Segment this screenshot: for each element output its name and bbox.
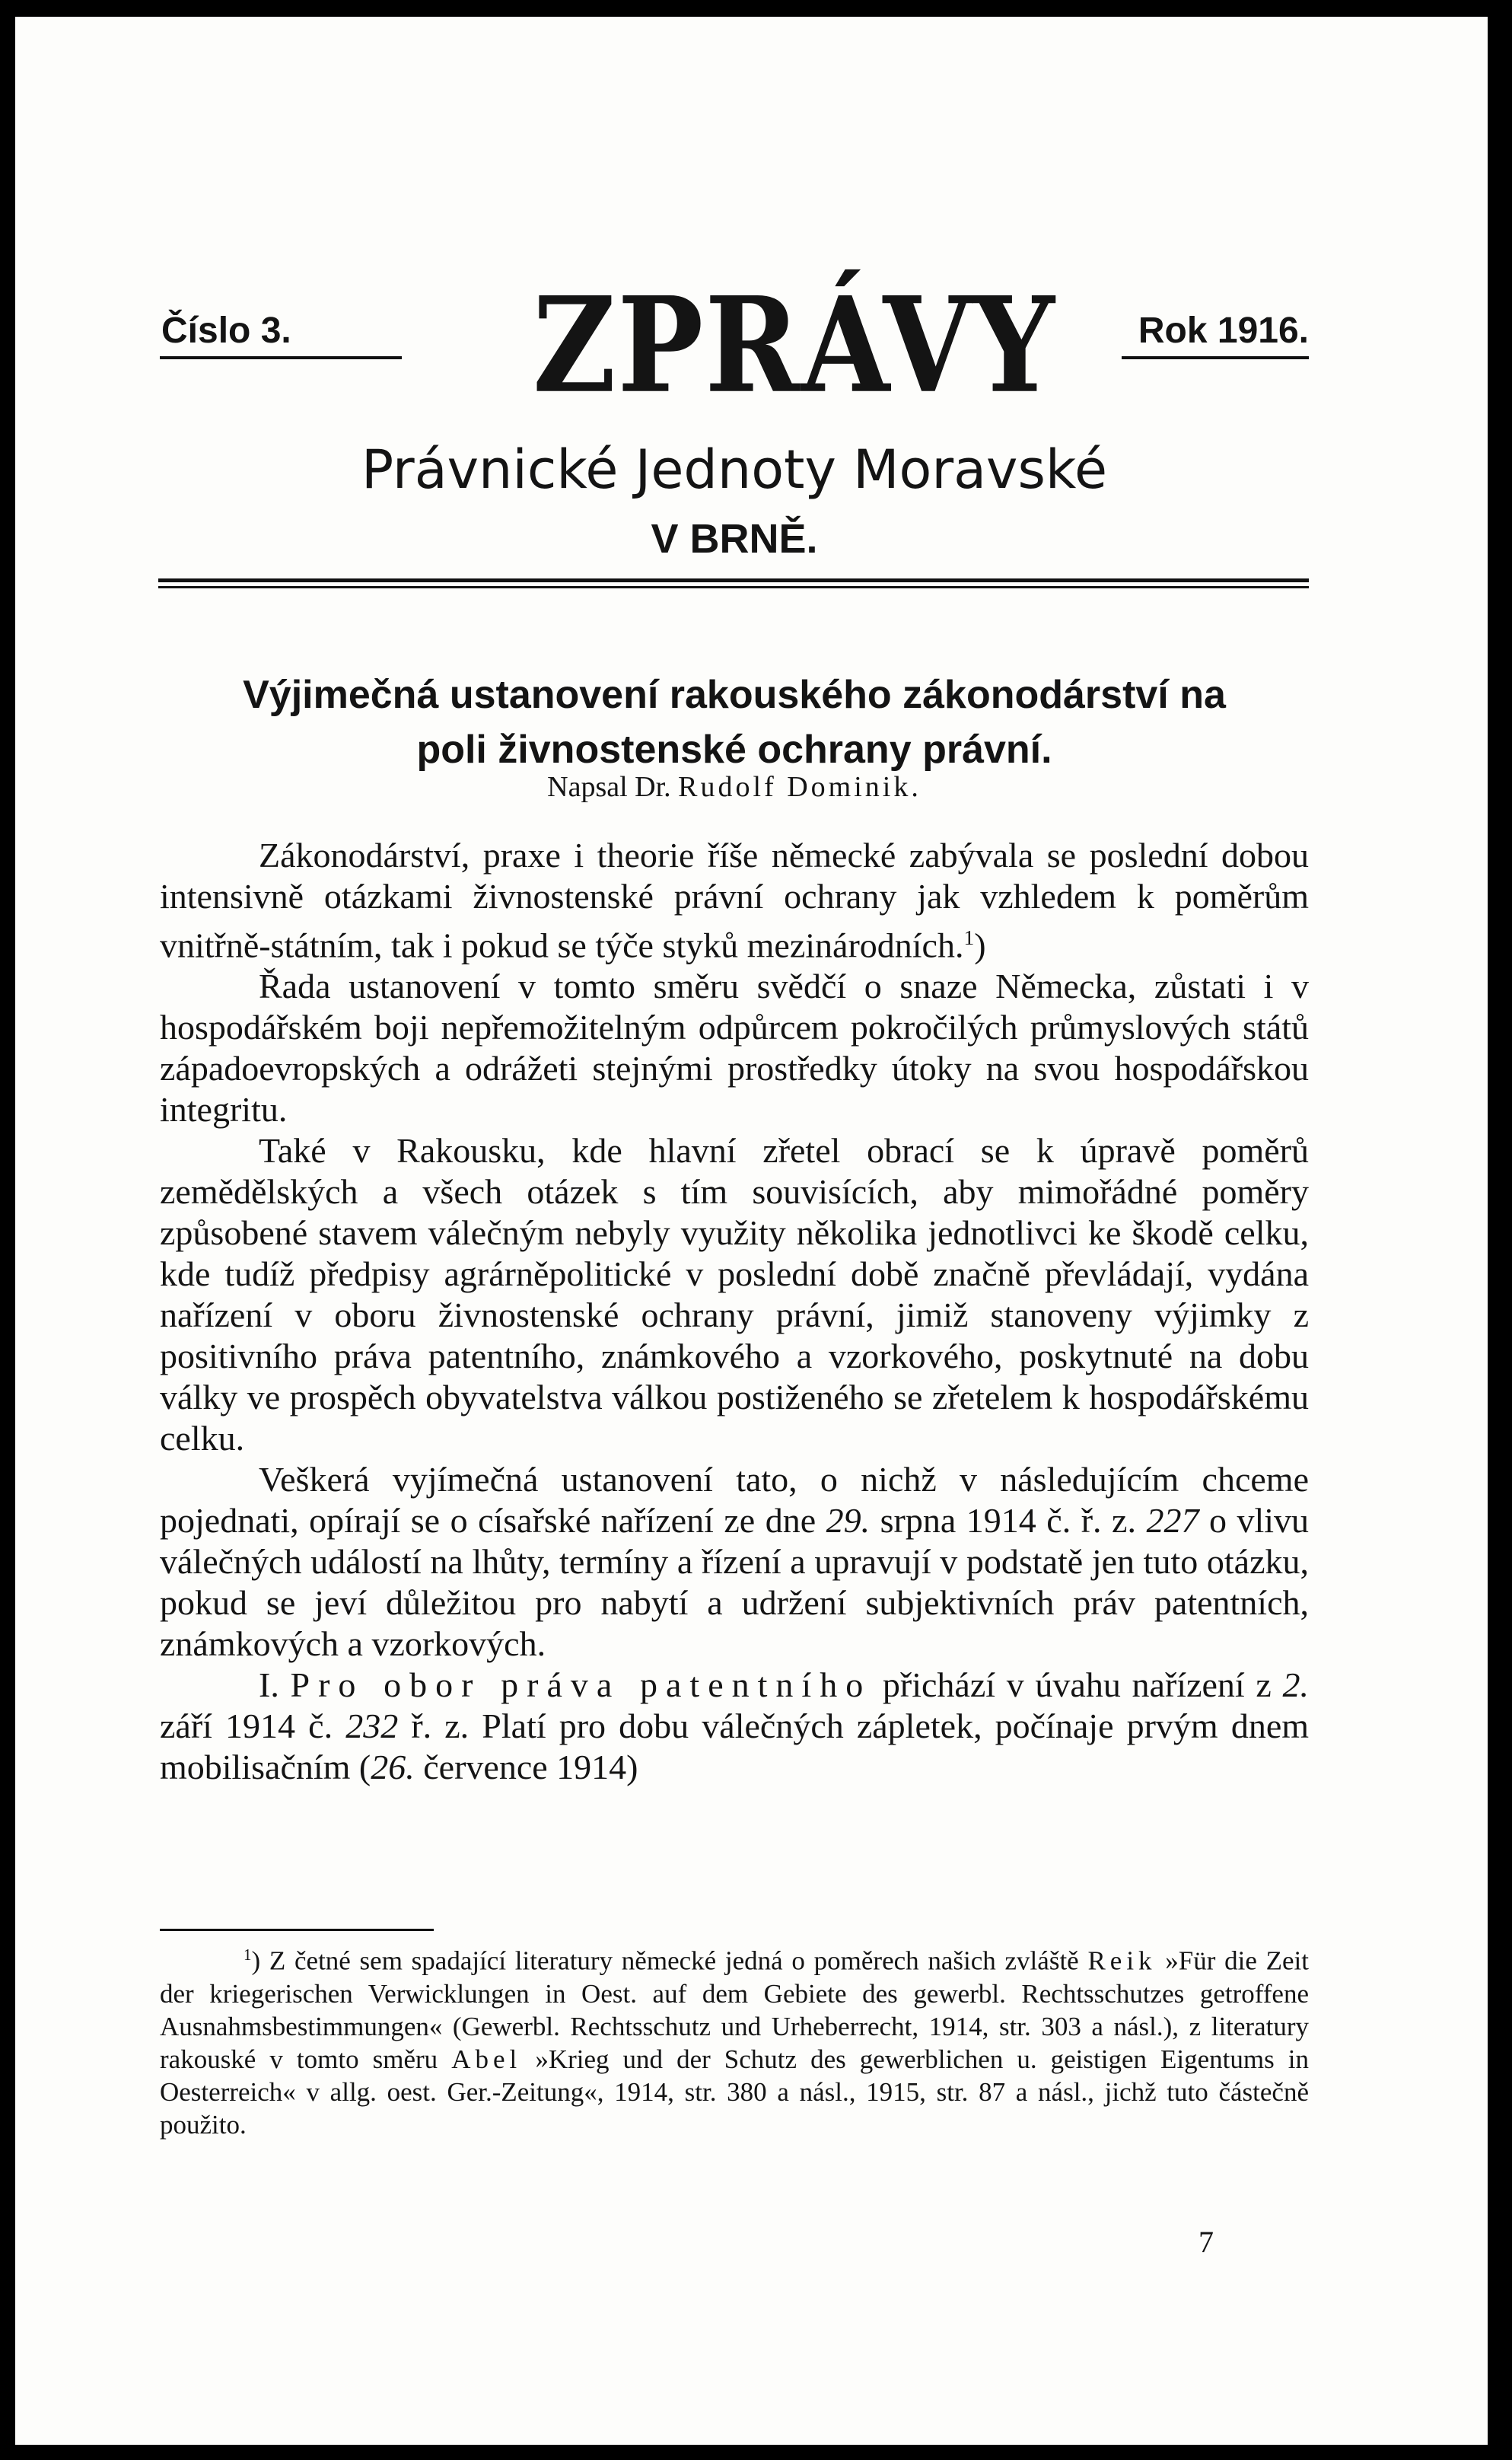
paragraph-5-number: 232 — [345, 1706, 399, 1746]
article-title-line1: Výjimečná ustanovení rakouského zákonodárství na — [243, 673, 1226, 717]
paragraph-5-part: září 1914 č. — [160, 1706, 333, 1746]
footnote-author: Abel — [451, 2044, 522, 2074]
footnote-ref-close: ) — [974, 926, 986, 965]
issue-year: Rok 1916. — [1122, 310, 1309, 359]
section-heading: Pro obor práva patentního — [290, 1665, 872, 1705]
footnote-mark: 1 — [244, 1945, 252, 1964]
journal-city: V BRNĚ. — [651, 516, 818, 562]
page — [15, 17, 1488, 2445]
issue-number: Číslo 3. — [160, 310, 402, 359]
paragraph-4-date: 29. — [826, 1501, 871, 1541]
paragraph-4 — [160, 1459, 1309, 1665]
article-body — [160, 835, 1309, 1788]
footnote-rule — [160, 1929, 434, 1931]
page-number: 7 — [1198, 2225, 1214, 2259]
paragraph-1-text: Zákonodárství, praxe i theorie říše německé zabývala se poslední dobou intensivně otázkami živnostenské právní ochrany jak vzhledem k poměrům vnitřně-státním, tak i pokud se týče styků mezinárodních. — [160, 836, 1309, 965]
paragraph-4-part: o vlivu válečných událostí na lhůty, termíny a řízení a upravují v podstatě jen tuto otázku, pokud se jeví důležitou pro nabytí a udržení subjektivních práv patentních, známkových a vzorkových. — [160, 1501, 1310, 1664]
paragraph-5-part: přichází v úvahu nařízení z — [882, 1665, 1272, 1705]
header-rule-bottom — [158, 586, 1309, 588]
paragraph-4-number: 227 — [1146, 1501, 1199, 1541]
paragraph-3: Také v Rakousku, kde hlavní zřetel obrací se k úpravě poměrů zemědělských a všech otázek s tím souvisících, aby mimořádné poměry způsobené stavem válečným nebyly využity několika jednotlivci ke škodě celku, kde tudíž předpisy agrárněpolitické v poslední době značně převládají, vydána nařízení v oboru živnostenské ochrany právní, jimiž stanoveny výjimky z positivního práva patentního, známkového a vzorkového, poskytnuté na dobu války ve prospěch obyvatelstva válkou postiženého se zřetelem k hospodářskému celku. — [160, 1131, 1309, 1458]
footnote-part: »Für die Zeit der kriegerischen Verwicklungen in Oest. auf dem Gebiete des gewerbl. Rechtsschutzes getroffene Ausnahmsbestimmungen« (Gewerbl. Rechtsschutz und Urheberrecht, 1914, str. 303 a násl.), z literatury rakouské v tomto směru — [160, 1945, 1309, 2074]
journal-subtitle: Právnické Jednoty Moravské — [361, 438, 1108, 501]
header-rule-top — [158, 578, 1309, 582]
paragraph-5-part: července 1914) — [423, 1748, 638, 1787]
article-title-line2: poli živnostenské ochrany právní. — [416, 728, 1052, 772]
paragraph-5 — [160, 1665, 1309, 1788]
footnote-part: »Krieg und der Schutz des gewerblichen u. geistigen Eigentums in Oesterreich« v allg. oest. Ger.-Zeitung«, 1914, str. 380 a násl., 1915, str. 87 a násl., jichž tuto částečně použito. — [160, 2044, 1310, 2140]
paragraph-5-date: 26. — [371, 1748, 415, 1787]
section-number: I. — [259, 1665, 279, 1705]
footnote-text — [160, 1939, 1309, 2141]
byline-prefix: Napsal Dr. — [547, 771, 671, 803]
footnote-ref: 1 — [963, 926, 975, 949]
paragraph-5-part: ř. z. Platí pro dobu válečných zápletek, počínaje prvým dnem mobilisačním ( — [160, 1706, 1310, 1787]
author-name: Rudolf Dominik. — [678, 771, 922, 803]
footnote-part: ) Z četné sem spadající literatury německé jedná o poměrech našich zvláště — [251, 1945, 1079, 1976]
paragraph-4-part: Veškerá vyjímečná ustanovení tato, o nichž v následujícím chceme pojednati, opírají se o císařské nařízení ze dne — [160, 1460, 1309, 1541]
footnote-author: Reik — [1087, 1945, 1157, 1976]
masthead — [160, 268, 1309, 423]
journal-title: ZPRÁVY — [533, 268, 1056, 423]
byline — [129, 770, 1339, 804]
paragraph-1 — [160, 835, 1309, 966]
footnote — [160, 1939, 1309, 2141]
paragraph-4-part: srpna 1914 č. ř. z. — [880, 1501, 1136, 1541]
paragraph-2: Řada ustanovení v tomto směru svědčí o snaze Německa, zůstati i v hospodářském boji nepřemožitelným odpůrcem pokročilých průmyslových států západoevropských a odrážeti stejnými prostředky útoky na svou hospodářskou integritu. — [160, 967, 1309, 1130]
paragraph-5-date: 2. — [1282, 1665, 1309, 1705]
article-title — [129, 668, 1339, 777]
